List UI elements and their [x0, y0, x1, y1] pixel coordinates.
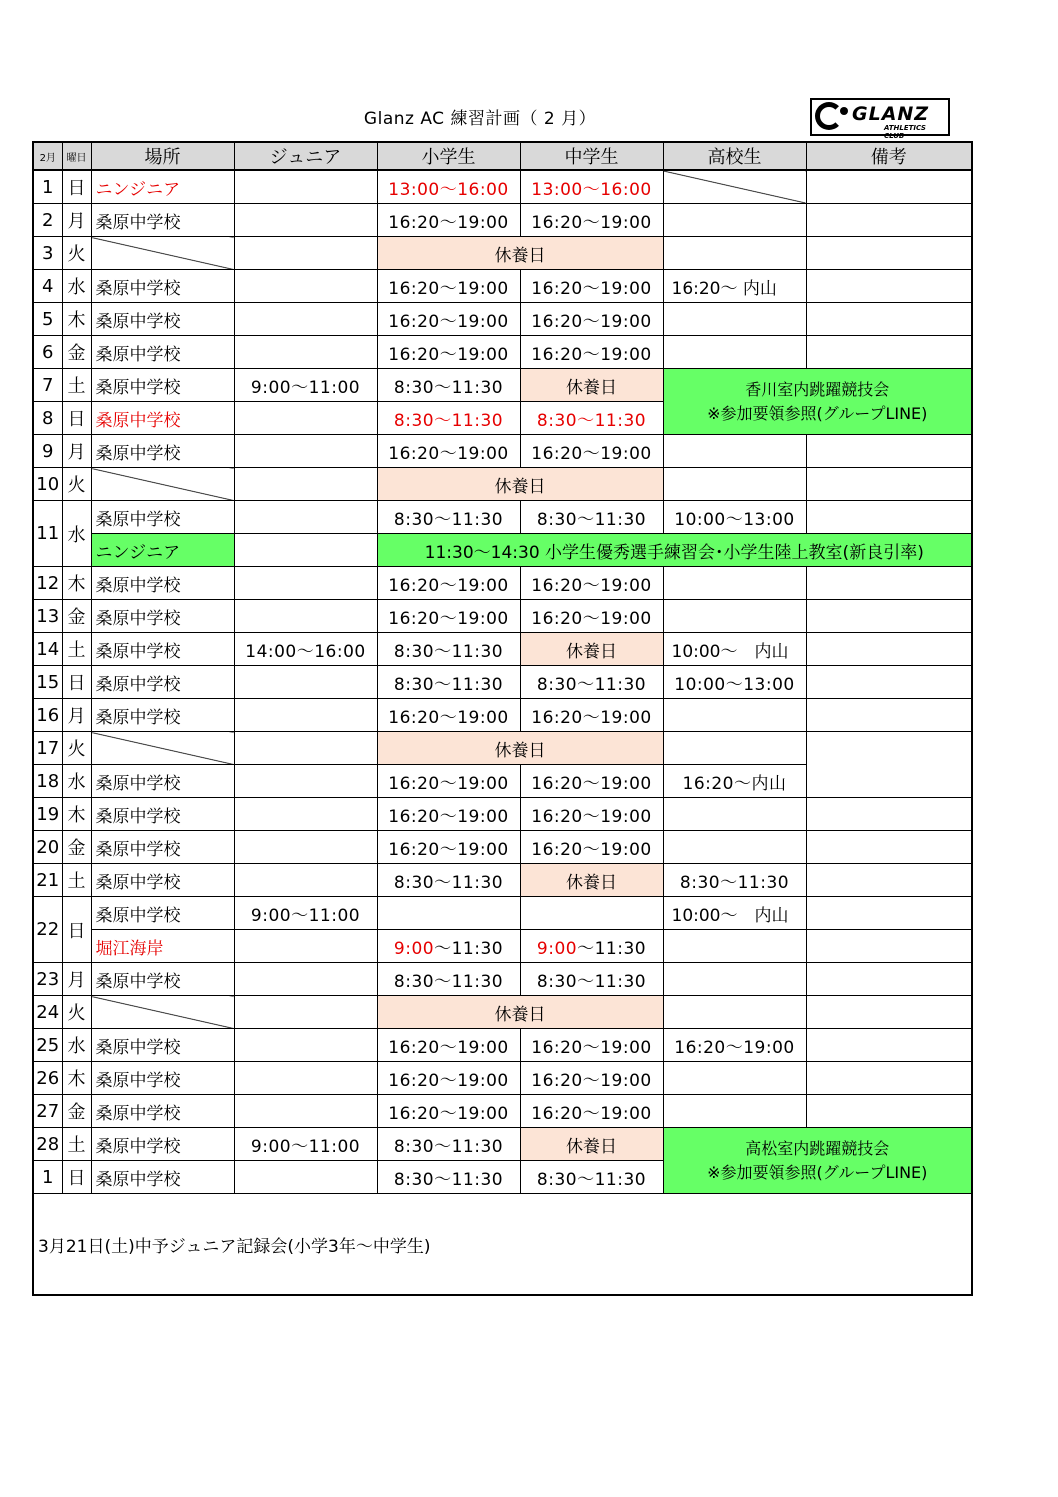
remarks-cell: [806, 864, 972, 897]
junior-cell: [234, 204, 377, 237]
junior-high-cell: 16:20～19:00: [520, 435, 663, 468]
table-row: [33, 237, 972, 270]
elementary-cell: 16:20～19:00: [377, 435, 520, 468]
day-cell: 27: [33, 1095, 62, 1128]
junior-cell: [234, 567, 377, 600]
junior-cell: [234, 435, 377, 468]
high-school-cell: 10:00～13:00: [663, 666, 806, 699]
place-cell: 桑原中学校: [91, 501, 234, 534]
elementary-cell: 16:20～19:00: [377, 831, 520, 864]
junior-cell: [234, 963, 377, 996]
place-cell: 桑原中学校: [91, 666, 234, 699]
junior-high-cell: 16:20～19:00: [520, 1062, 663, 1095]
day-cell: 20: [33, 831, 62, 864]
high-school-cell: [663, 732, 806, 765]
remarks-cell: [806, 831, 972, 864]
elementary-cell: 8:30～11:30: [377, 369, 520, 402]
place-cell: 桑原中学校: [91, 633, 234, 666]
weekday-cell: 火: [62, 732, 91, 765]
junior-high-cell: 16:20～19:00: [520, 798, 663, 831]
header-weekday: 曜日: [62, 142, 91, 170]
elementary-cell: 16:20～19:00: [377, 1029, 520, 1062]
place-cell: 桑原中学校: [91, 1161, 234, 1194]
header-high-school: 高校生: [663, 142, 806, 170]
junior-high-cell: [520, 897, 663, 930]
elementary-cell: 8:30～11:30: [377, 501, 520, 534]
remarks-cell: [806, 567, 972, 600]
junior-high-cell: 16:20～19:00: [520, 1095, 663, 1128]
remarks-cell: [806, 666, 972, 699]
note-cell: 3月21日(土)中予ジュニア記録会(小学3年～中学生): [33, 1194, 972, 1296]
weekday-cell: 水: [62, 270, 91, 303]
header-elementary: 小学生: [377, 142, 520, 170]
place-cell: ニンジニア: [91, 534, 234, 567]
day-cell: 23: [33, 963, 62, 996]
table-row: [33, 798, 972, 831]
junior-cell: [234, 1161, 377, 1194]
remarks-cell: [806, 1095, 972, 1128]
junior-high-cell: 16:20～19:00: [520, 600, 663, 633]
high-school-cell: [663, 699, 806, 732]
elementary-cell: 16:20～19:00: [377, 270, 520, 303]
table-row: [33, 732, 972, 765]
high-school-cell: [663, 468, 806, 501]
junior-cell: [234, 501, 377, 534]
junior-cell: [234, 270, 377, 303]
remarks-cell: [806, 270, 972, 303]
table-row: [33, 501, 972, 534]
junior-high-cell: 8:30～11:30: [520, 666, 663, 699]
junior-high-cell: 8:30～11:30: [520, 1161, 663, 1194]
header-row: [33, 142, 972, 170]
elementary-cell: 16:20～19:00: [377, 567, 520, 600]
time-end: ～11:30: [434, 938, 504, 959]
schedule-table: [32, 141, 973, 1296]
table-row: [33, 336, 972, 369]
junior-high-cell: 13:00～16:00: [520, 170, 663, 204]
day-cell: 12: [33, 567, 62, 600]
event-title: 高松室内跳躍競技会: [745, 1138, 890, 1158]
day-cell: 22: [33, 897, 62, 963]
elementary-cell: 16:20～19:00: [377, 336, 520, 369]
high-school-cell: [663, 567, 806, 600]
weekday-cell: 月: [62, 699, 91, 732]
place-cell: [91, 996, 234, 1029]
elementary-cell: 16:20～19:00: [377, 765, 520, 798]
day-cell: 25: [33, 1029, 62, 1062]
day-cell: 15: [33, 666, 62, 699]
table-row: [33, 303, 972, 336]
elementary-cell: 8:30～11:30: [377, 633, 520, 666]
remarks-cell: [806, 336, 972, 369]
high-school-cell: [663, 963, 806, 996]
place-cell: 桑原中学校: [91, 402, 234, 435]
junior-cell: 9:00～11:00: [234, 1128, 377, 1161]
table-row: [33, 897, 972, 930]
elementary-cell: [377, 930, 520, 963]
junior-high-cell: 休養日: [520, 864, 663, 897]
junior-cell: [234, 1029, 377, 1062]
day-cell: 5: [33, 303, 62, 336]
place-cell: 桑原中学校: [91, 435, 234, 468]
event-cell: [663, 369, 972, 435]
elementary-cell: 8:30～11:30: [377, 1128, 520, 1161]
high-school-cell: 8:30～11:30: [663, 864, 806, 897]
time-start: 9:00: [536, 938, 578, 959]
place-cell: 桑原中学校: [91, 1128, 234, 1161]
remarks-cell: [806, 996, 972, 1029]
rest-day-cell: 休養日: [377, 732, 663, 765]
rest-day-cell: 休養日: [377, 237, 663, 270]
logo-ring-icon: [815, 102, 843, 130]
table-row: [33, 204, 972, 237]
place-cell: 桑原中学校: [91, 897, 234, 930]
high-school-cell: [663, 798, 806, 831]
day-cell: 8: [33, 402, 62, 435]
weekday-cell: 木: [62, 798, 91, 831]
place-cell: 桑原中学校: [91, 1029, 234, 1062]
day-cell: 10: [33, 468, 62, 501]
day-cell: 6: [33, 336, 62, 369]
junior-high-cell: 16:20～19:00: [520, 765, 663, 798]
elementary-cell: 8:30～11:30: [377, 1161, 520, 1194]
remarks-cell: [806, 930, 972, 963]
weekday-cell: 月: [62, 963, 91, 996]
place-cell: 桑原中学校: [91, 798, 234, 831]
junior-high-cell: 8:30～11:30: [520, 501, 663, 534]
event-cell: 11:30～14:30 小学生優秀選手練習会･小学生陸上教室(新良引率): [377, 534, 972, 567]
weekday-cell: 水: [62, 1029, 91, 1062]
junior-cell: [234, 798, 377, 831]
high-school-cell: [663, 1095, 806, 1128]
weekday-cell: 火: [62, 996, 91, 1029]
junior-cell: [234, 732, 377, 765]
table-row: [33, 170, 972, 204]
day-cell: 1: [33, 170, 62, 204]
table-row: [33, 996, 972, 1029]
day-cell: 11: [33, 501, 62, 567]
junior-high-cell: 休養日: [520, 633, 663, 666]
table-row: [33, 369, 972, 402]
junior-cell: 9:00～11:00: [234, 897, 377, 930]
place-cell: 桑原中学校: [91, 864, 234, 897]
junior-cell: [234, 1095, 377, 1128]
junior-cell: [234, 930, 377, 963]
header-place: 場所: [91, 142, 234, 170]
day-cell: 1: [33, 1161, 62, 1194]
high-school-cell: [663, 831, 806, 864]
elementary-cell: 13:00～16:00: [377, 170, 520, 204]
place-cell: 桑原中学校: [91, 765, 234, 798]
place-cell: [91, 732, 234, 765]
weekday-cell: 日: [62, 402, 91, 435]
header-junior-high: 中学生: [520, 142, 663, 170]
table-row: [33, 270, 972, 303]
junior-cell: [234, 170, 377, 204]
page-title: Glanz AC 練習計画（ 2 月）: [363, 109, 597, 129]
place-cell: 桑原中学校: [91, 831, 234, 864]
table-row: [33, 1095, 972, 1128]
table-row: [33, 666, 972, 699]
weekday-cell: 火: [62, 468, 91, 501]
junior-high-cell: 8:30～11:30: [520, 963, 663, 996]
place-cell: 桑原中学校: [91, 270, 234, 303]
elementary-cell: 8:30～11:30: [377, 666, 520, 699]
rest-day-cell: 休養日: [377, 996, 663, 1029]
junior-high-cell: 16:20～19:00: [520, 303, 663, 336]
junior-cell: [234, 831, 377, 864]
event-title: 香川室内跳躍競技会: [745, 379, 890, 399]
day-cell: 7: [33, 369, 62, 402]
place-cell: 桑原中学校: [91, 336, 234, 369]
day-cell: 21: [33, 864, 62, 897]
place-cell: ニンジニア: [91, 170, 234, 204]
high-school-cell: 16:20～内山: [663, 765, 806, 798]
event-cell: [663, 1128, 972, 1194]
junior-cell: [234, 864, 377, 897]
junior-high-cell: 休養日: [520, 1128, 663, 1161]
high-school-cell: [663, 204, 806, 237]
time-end: ～11:30: [577, 938, 647, 959]
table-row: [33, 468, 972, 501]
place-cell: 桑原中学校: [91, 699, 234, 732]
event-note: ※参加要領参照(グループLINE): [707, 1162, 928, 1182]
elementary-cell: 8:30～11:30: [377, 402, 520, 435]
weekday-cell: 金: [62, 1095, 91, 1128]
day-cell: 9: [33, 435, 62, 468]
elementary-cell: [377, 897, 520, 930]
header-remarks: 備考: [806, 142, 972, 170]
elementary-cell: 8:30～11:30: [377, 864, 520, 897]
table-row: [33, 930, 972, 963]
weekday-cell: 日: [62, 897, 91, 963]
junior-cell: [234, 534, 377, 567]
high-school-cell: [663, 600, 806, 633]
table-row: [33, 864, 972, 897]
weekday-cell: 日: [62, 666, 91, 699]
weekday-cell: 日: [62, 1161, 91, 1194]
day-cell: 19: [33, 798, 62, 831]
weekday-cell: 土: [62, 369, 91, 402]
weekday-cell: 金: [62, 600, 91, 633]
day-cell: 2: [33, 204, 62, 237]
weekday-cell: 木: [62, 303, 91, 336]
high-school-cell: 10:00～13:00: [663, 501, 806, 534]
weekday-cell: 水: [62, 501, 91, 567]
logo-dot-icon: [840, 107, 848, 115]
high-school-cell: [663, 336, 806, 369]
junior-cell: [234, 765, 377, 798]
remarks-cell: [806, 468, 972, 501]
elementary-cell: 16:20～19:00: [377, 303, 520, 336]
elementary-cell: 16:20～19:00: [377, 1095, 520, 1128]
place-cell: 堀江海岸: [91, 930, 234, 963]
table-row: [33, 1128, 972, 1161]
weekday-cell: 土: [62, 1128, 91, 1161]
time-start: 9:00: [393, 938, 435, 959]
elementary-cell: 16:20～19:00: [377, 699, 520, 732]
day-cell: 18: [33, 765, 62, 798]
junior-high-cell: 16:20～19:00: [520, 1029, 663, 1062]
day-cell: 14: [33, 633, 62, 666]
header-month: 2月: [33, 142, 62, 170]
weekday-cell: 日: [62, 170, 91, 204]
remarks-cell: [806, 798, 972, 831]
remarks-cell: [806, 699, 972, 732]
elementary-cell: 16:20～19:00: [377, 600, 520, 633]
weekday-cell: 水: [62, 765, 91, 798]
junior-high-cell: 8:30～11:30: [520, 402, 663, 435]
junior-cell: [234, 237, 377, 270]
remarks-cell: [806, 237, 972, 270]
table-row: [33, 435, 972, 468]
logo-word: GLANZ: [852, 103, 930, 125]
note-row: [33, 1194, 972, 1296]
table-row: [33, 567, 972, 600]
day-cell: 24: [33, 996, 62, 1029]
junior-cell: [234, 996, 377, 1029]
junior-high-cell: 休養日: [520, 369, 663, 402]
remarks-cell: [806, 1029, 972, 1062]
junior-high-cell: 16:20～19:00: [520, 336, 663, 369]
weekday-cell: 土: [62, 864, 91, 897]
junior-high-cell: 16:20～19:00: [520, 699, 663, 732]
table-row: [33, 1062, 972, 1095]
junior-cell: 9:00～11:00: [234, 369, 377, 402]
junior-high-cell: [520, 930, 663, 963]
remarks-cell: [806, 897, 972, 930]
table-row: [33, 534, 972, 567]
junior-cell: [234, 402, 377, 435]
junior-high-cell: 16:20～19:00: [520, 831, 663, 864]
high-school-cell: [663, 237, 806, 270]
remarks-cell: [806, 1062, 972, 1095]
high-school-cell: 16:20～19:00: [663, 1029, 806, 1062]
place-cell: [91, 468, 234, 501]
table-row: [33, 1029, 972, 1062]
junior-cell: [234, 303, 377, 336]
remarks-cell: [806, 963, 972, 996]
place-cell: 桑原中学校: [91, 567, 234, 600]
elementary-cell: 8:30～11:30: [377, 963, 520, 996]
high-school-cell: [663, 930, 806, 963]
day-cell: 28: [33, 1128, 62, 1161]
high-school-cell: [663, 303, 806, 336]
remarks-cell: [806, 303, 972, 336]
day-cell: 26: [33, 1062, 62, 1095]
place-cell: 桑原中学校: [91, 303, 234, 336]
junior-high-cell: 16:20～19:00: [520, 567, 663, 600]
day-cell: 13: [33, 600, 62, 633]
glanz-logo: [810, 98, 950, 140]
table-row: [33, 831, 972, 864]
elementary-cell: 16:20～19:00: [377, 204, 520, 237]
high-school-cell: 10:00～ 内山: [663, 897, 806, 930]
remarks-cell: [806, 435, 972, 468]
remarks-cell: [806, 600, 972, 633]
table-row: [33, 600, 972, 633]
weekday-cell: 火: [62, 237, 91, 270]
weekday-cell: 月: [62, 204, 91, 237]
weekday-cell: 木: [62, 567, 91, 600]
remarks-cell: [806, 501, 972, 534]
day-cell: 3: [33, 237, 62, 270]
weekday-cell: 土: [62, 633, 91, 666]
high-school-cell: [663, 1062, 806, 1095]
junior-cell: [234, 666, 377, 699]
remarks-cell: [806, 170, 972, 204]
high-school-cell: 16:20～ 内山: [663, 270, 806, 303]
junior-cell: [234, 336, 377, 369]
high-school-cell: [663, 435, 806, 468]
junior-cell: [234, 600, 377, 633]
place-cell: 桑原中学校: [91, 600, 234, 633]
elementary-cell: 16:20～19:00: [377, 798, 520, 831]
table-row: [33, 633, 972, 666]
rest-day-cell: 休養日: [377, 468, 663, 501]
junior-high-cell: 16:20～19:00: [520, 204, 663, 237]
junior-cell: [234, 468, 377, 501]
weekday-cell: 金: [62, 336, 91, 369]
place-cell: 桑原中学校: [91, 369, 234, 402]
day-cell: 17: [33, 732, 62, 765]
header-junior: ジュニア: [234, 142, 377, 170]
table-row: [33, 963, 972, 996]
place-cell: [91, 237, 234, 270]
weekday-cell: 木: [62, 1062, 91, 1095]
day-cell: 16: [33, 699, 62, 732]
high-school-cell: [663, 996, 806, 1029]
junior-cell: [234, 699, 377, 732]
remarks-cell: [806, 732, 972, 798]
logo-sub: ATHLETICS CLUB: [884, 124, 926, 140]
event-note: ※参加要領参照(グループLINE): [707, 403, 928, 423]
remarks-cell: [806, 204, 972, 237]
table-row: [33, 699, 972, 732]
place-cell: 桑原中学校: [91, 963, 234, 996]
place-cell: 桑原中学校: [91, 1062, 234, 1095]
remarks-cell: [806, 633, 972, 666]
day-cell: 4: [33, 270, 62, 303]
junior-cell: [234, 1062, 377, 1095]
weekday-cell: 金: [62, 831, 91, 864]
place-cell: 桑原中学校: [91, 1095, 234, 1128]
elementary-cell: 16:20～19:00: [377, 1062, 520, 1095]
high-school-cell: 10:00～ 内山: [663, 633, 806, 666]
junior-cell: 14:00～16:00: [234, 633, 377, 666]
junior-high-cell: 16:20～19:00: [520, 270, 663, 303]
high-school-cell: [663, 170, 806, 204]
place-cell: 桑原中学校: [91, 204, 234, 237]
weekday-cell: 月: [62, 435, 91, 468]
